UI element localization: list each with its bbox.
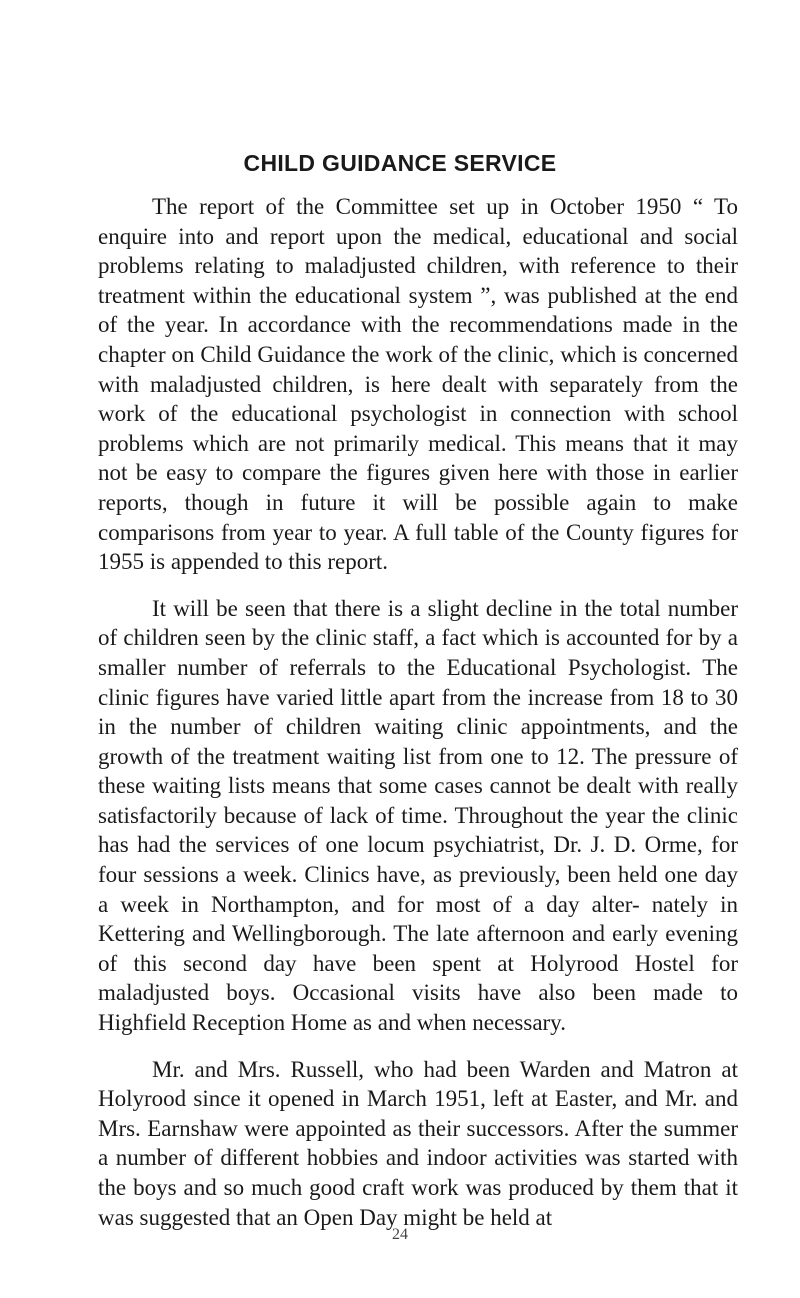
paragraph-holyrood-staff: Mr. and Mrs. Russell, who had been Warden and Matron at Holyrood since it opened in March 1951, left at Easter, and Mr. and Mrs. Earnshaw were appointed as their successors. After the summer a number of different hobbies and indoor activities was started with the boys and so much good craft work was produced by them that it was suggested that an Open Day might be held at [98, 1056, 738, 1230]
paragraph-clinic-figures: It will be seen that there is a slight decline in the total number of children seen by the clinic staff, a fact which is accounted for by a smaller number of referrals to the Educational Psychologist. The clinic figures have varied little apart from the increase from 18 to 30 in the number of children waiting clinic appointments, and the growth of the treatment waiting list from one to 12. The pressure of these waiting lists means that some cases cannot be dealt with really satisfactorily because of lack of time. Throughout the year the clinic has had the services of one locum psychiatrist, Dr. J. D. Orme, for four sessions a week. Clinics have, as previously, been held one day a week in Northampton, and for most of a day alter- nately in Kettering and Wellingborough. The late afternoon and early evening of this second day have been spent at Holyrood Hostel for maladjusted boys. Occasional visits have also been made to Highfield Reception Home as and when necessary. [98, 595, 738, 1036]
page-number: 24 [392, 1226, 408, 1243]
body-text [98, 192, 738, 1249]
paragraph-committee-report: The report of the Committee set up in October 1950 “ To enquire into and report upon the medical, educational and social problems relating to maladjusted children, with reference to their treatment within the educational system ”, was published at the end of the year. In accordance with the recommendations made in the chapter on Child Guidance the work of the clinic, which is concerned with maladjusted children, is here dealt with separately from the work of the educational psychologist in connection with school problems which are not primarily medical. This means that it may not be easy to compare the figures given here with those in earlier reports, though in future it will be possible again to make comparisons from year to year. A full table of the County figures for 1955 is appended to this report. [98, 194, 738, 575]
page-title: CHILD GUIDANCE SERVICE [243, 150, 557, 176]
